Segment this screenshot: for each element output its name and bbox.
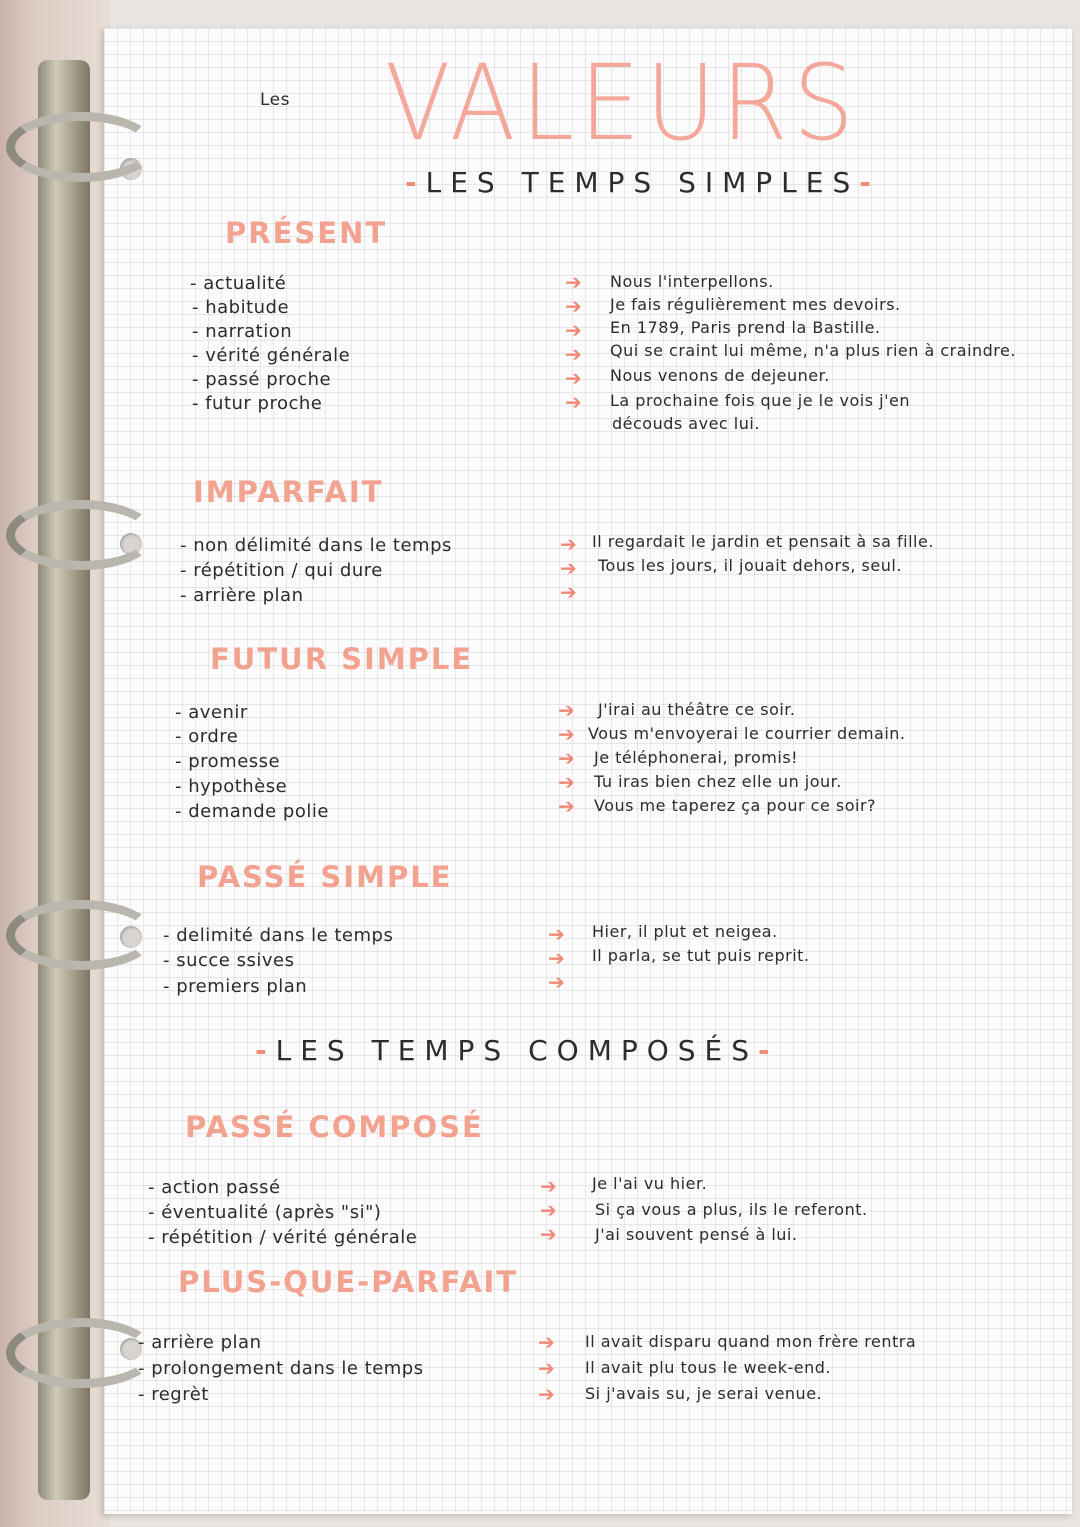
use-item: - premiers plan — [163, 976, 308, 997]
arrow-right-icon: ➔ — [540, 1222, 557, 1246]
banner-temps-simples — [405, 166, 880, 199]
binder-ring — [6, 1318, 156, 1388]
arrow-right-icon: ➔ — [565, 366, 582, 390]
arrow-right-icon: ➔ — [565, 342, 582, 366]
arrow-right-icon: ➔ — [538, 1382, 555, 1406]
example-line: Tous les jours, il jouait dehors, seul. — [598, 556, 902, 575]
arrow-right-icon: ➔ — [560, 580, 577, 604]
use-item: - ordre — [175, 726, 239, 747]
arrow-right-icon: ➔ — [548, 922, 565, 946]
use-item: - arrière plan — [180, 585, 304, 606]
use-item: - vérité générale — [192, 345, 351, 366]
example-line: Il avait plu tous le week-end. — [585, 1358, 831, 1377]
use-item: - action passé — [148, 1177, 281, 1198]
example-line: Si ça vous a plus, ils le referont. — [595, 1200, 868, 1219]
example-line: Il avait disparu quand mon frère rentra — [585, 1332, 917, 1351]
arrow-right-icon: ➔ — [565, 294, 582, 318]
use-item: - répétition / qui dure — [180, 560, 383, 581]
use-item: - hypothèse — [175, 776, 288, 797]
banner-temps-composes — [255, 1034, 779, 1067]
use-item: - éventualité (après "si") — [148, 1202, 382, 1223]
arrow-right-icon: ➔ — [540, 1198, 557, 1222]
example-line: Vous me taperez ça pour ce soir? — [594, 796, 877, 815]
example-line: Tu iras bien chez elle un jour. — [594, 772, 842, 791]
example-line: J'irai au théâtre ce soir. — [598, 700, 796, 719]
use-item: - futur proche — [192, 393, 323, 414]
arrow-right-icon: ➔ — [548, 946, 565, 970]
binder-ring — [6, 900, 156, 970]
arrow-right-icon: ➔ — [558, 746, 575, 770]
arrow-right-icon: ➔ — [558, 794, 575, 818]
banner-dash: - — [758, 1034, 779, 1067]
heading-imparfait: IMPARFAIT — [193, 475, 384, 509]
example-line: Nous venons de dejeuner. — [610, 366, 830, 385]
use-item: - habitude — [192, 297, 290, 318]
page-title: VALEURS — [385, 42, 860, 164]
arrow-right-icon: ➔ — [548, 970, 565, 994]
example-line: Nous l'interpellons. — [610, 272, 774, 291]
arrow-right-icon: ➔ — [565, 390, 582, 414]
heading-plus-que-parfait: PLUS-QUE-PARFAIT — [178, 1265, 519, 1299]
banner-dash: - — [405, 166, 426, 199]
example-line: En 1789, Paris prend la Bastille. — [610, 318, 881, 337]
example-line: Je fais régulièrement mes devoirs. — [610, 295, 901, 314]
arrow-right-icon: ➔ — [538, 1330, 555, 1354]
arrow-right-icon: ➔ — [560, 556, 577, 580]
arrow-right-icon: ➔ — [560, 532, 577, 556]
use-item: - prolongement dans le temps — [138, 1358, 424, 1379]
example-line: Qui se craint lui même, n'a plus rien à craindre. — [610, 341, 1016, 360]
arrow-right-icon: ➔ — [538, 1356, 555, 1380]
heading-present: PRÉSENT — [225, 216, 388, 250]
banner-dash: - — [255, 1034, 276, 1067]
use-item: - narration — [192, 321, 293, 342]
use-item: - delimité dans le temps — [163, 925, 394, 946]
banner-dash: - — [859, 166, 880, 199]
heading-futur-simple: FUTUR SIMPLE — [210, 642, 474, 676]
binder-ring — [6, 112, 156, 182]
use-item: - regrèt — [138, 1384, 209, 1405]
arrow-right-icon: ➔ — [558, 698, 575, 722]
example-line: découds avec lui. — [612, 414, 760, 433]
arrow-right-icon: ➔ — [565, 318, 582, 342]
example-line: J'ai souvent pensé à lui. — [595, 1225, 798, 1244]
example-line: Je téléphonerai, promis! — [594, 748, 799, 767]
example-line: Si j'avais su, je serai venue. — [585, 1384, 823, 1403]
binder-ring — [6, 500, 156, 570]
banner-text: LES TEMPS COMPOSÉS — [275, 1034, 759, 1067]
example-line: Il regardait le jardin et pensait à sa fille. — [592, 532, 934, 551]
binder-spine — [38, 60, 90, 1500]
use-item: - promesse — [175, 751, 281, 772]
heading-passe-compose: PASSÉ COMPOSÉ — [185, 1110, 484, 1144]
title-prefix: Les — [260, 90, 290, 110]
use-item: - actualité — [190, 273, 287, 294]
use-item: - avenir — [175, 702, 248, 723]
example-line: Vous m'envoyerai le courrier demain. — [588, 724, 906, 743]
use-item: - arrière plan — [138, 1332, 262, 1353]
example-line: La prochaine fois que je le vois j'en — [610, 391, 910, 410]
use-item: - demande polie — [175, 801, 329, 822]
example-line: Il parla, se tut puis reprit. — [592, 946, 810, 965]
example-line: Je l'ai vu hier. — [592, 1174, 708, 1193]
arrow-right-icon: ➔ — [558, 770, 575, 794]
use-item: - succe ssives — [163, 950, 295, 971]
example-line: Hier, il plut et neigea. — [592, 922, 778, 941]
arrow-right-icon: ➔ — [565, 270, 582, 294]
use-item: - passé proche — [192, 369, 332, 390]
use-item: - répétition / vérité générale — [148, 1227, 418, 1248]
banner-text: LES TEMPS SIMPLES — [425, 166, 860, 199]
heading-passe-simple: PASSÉ SIMPLE — [197, 860, 453, 894]
use-item: - non délimité dans le temps — [180, 535, 452, 556]
arrow-right-icon: ➔ — [540, 1174, 557, 1198]
arrow-right-icon: ➔ — [558, 722, 575, 746]
